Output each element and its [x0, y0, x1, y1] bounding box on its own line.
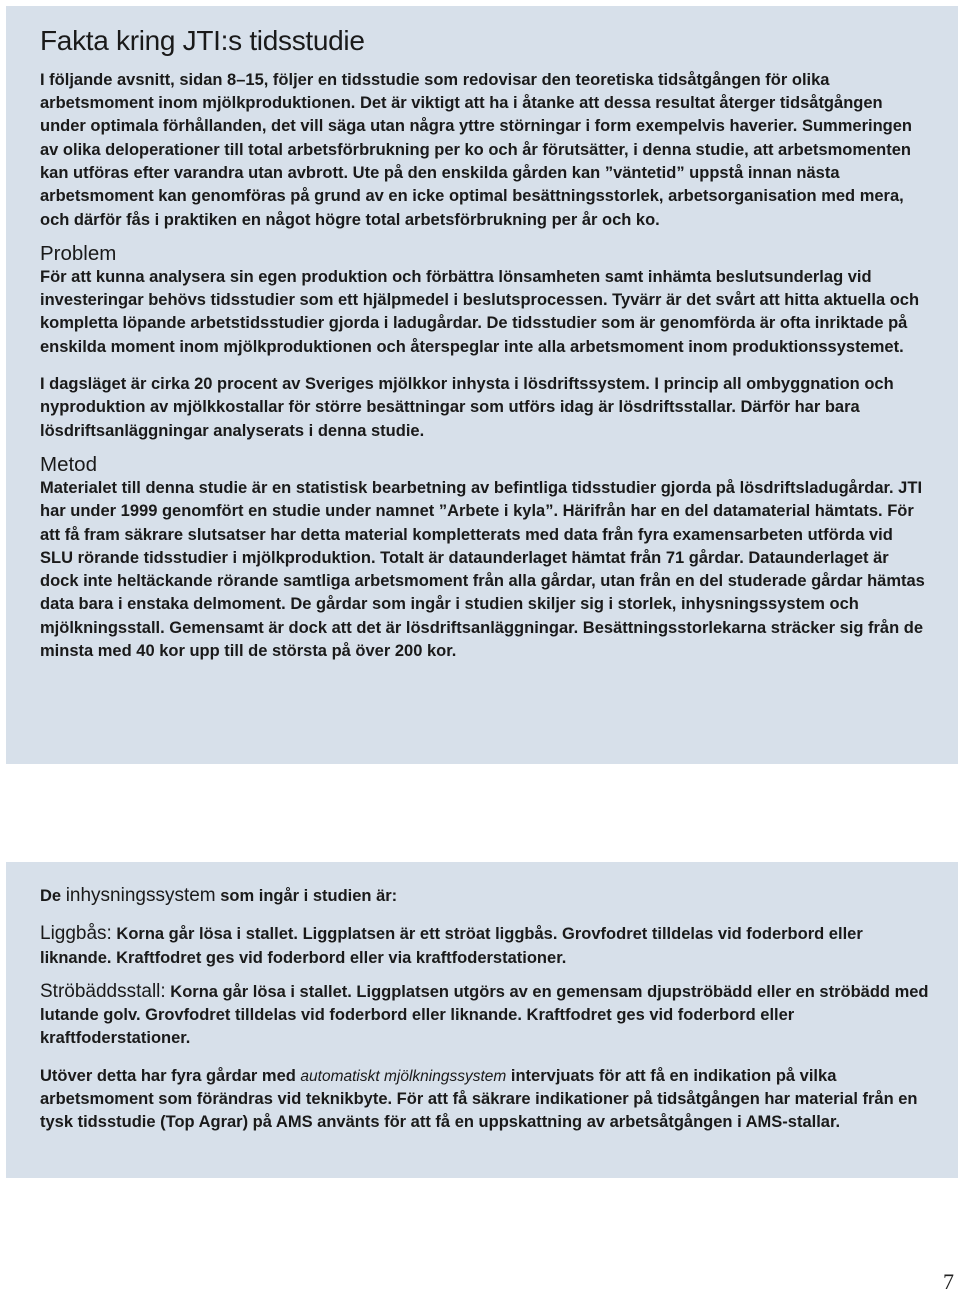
- ams-post: intervjuats för att få en indikation på vilka arbetsmoment som förändras vid teknikbyte. För att få säkrare indikationer på tidsåtgången har material från en tysk tidsstudie (Top Agrar) på AMS använts för att få en uppskattning av arbetsåtgången i AMS-stallar.: [40, 1066, 918, 1132]
- liggbas-paragraph: [40, 922, 930, 970]
- ams-paragraph: [40, 1065, 930, 1135]
- housing-intro: [40, 884, 930, 908]
- intro-paragraph: I följande avsnitt, sidan 8–15, följer en tidsstudie som redovisar den teoretiska tidsåtgången för olika arbetsmoment inom mjölkproduktionen. Det är viktigt att ha i åtanke att dessa resultat återger tidsåtgången under optimala förhållanden, det vill säga utan några yttre störningar i form exempelvis haverier. Summeringen av olika deloperationer till total arbetsförbrukning per ko och år förutsätter, i denna studie, att arbetsmomenten kan utföras efter varandra utan avbrott. Ute på den enskilda gården kan ”väntetid” uppstå innan nästa arbetsmoment kan genomföras på grund av en icke optimal besättningsstorlek, arbetsorganisation med mera, och därför fås i praktiken en något högre total arbetsförbrukning per år och ko.: [40, 70, 912, 229]
- metod-heading: Metod: [40, 452, 97, 476]
- problem-heading: Problem: [40, 241, 117, 265]
- strobadd-text: Korna går lösa i stallet. Liggplatsen utgörs av en gemensam djupströbädd eller en ströbädd med lutande golv. Grovfodret tilldelas vid foderbord eller liknande. Kraftfodret ges vid foderbord eller kraftfoderstationer.: [40, 982, 929, 1048]
- liggbas-text: Korna går lösa i stallet. Liggplatsen är ett ströat liggbås. Grovfodret tilldelas vid foderbord eller liknande. Kraftfodret ges vid foderbord eller via kraftfoderstationer.: [40, 925, 863, 967]
- ams-term: automatiskt mjölkningssystem: [300, 1067, 507, 1085]
- housing-intro-pre: De: [40, 887, 66, 905]
- page-number: 7: [943, 1269, 954, 1294]
- metod-paragraph: Materialet till denna studie är en statistisk bearbetning av befintliga tidsstudier gjorda på lösdriftsladugårdar. JTI har under 1999 genomfört en studie under namnet ”Arbete i kyla”. Härifrån har en del datamaterial hämtats. För att få fram säkrare slutsatser har detta material kompletterats med data från fyra examensarbeten utförda vid SLU rörande tidsstudier i mjölkproduktion. Totalt är dataunderlaget hämtat från 71 gårdar. Dataunderlaget är dock inte heltäckande rörande samtliga arbetsmoment från alla gårdar, utan från en del studerade gårdar hämtas data bara i enstaka delmoment. De gårdar som ingår i studien skiljer sig i storlek, inhysningssystem och mjölkningsstall. Gemensamt är dock att det är lösdriftsanläggningar. Besättningsstorlekarna sträcker sig från de minsta med 40 kor upp till de största på över 200 kor.: [40, 478, 925, 661]
- housing-systems-box: [6, 862, 958, 1178]
- strobadd-paragraph: [40, 980, 930, 1051]
- housing-intro-post: som ingår i studien är:: [215, 887, 398, 905]
- housing-intro-term: inhysningssystem: [65, 885, 216, 906]
- fact-box: [6, 6, 958, 764]
- liggbas-term: Liggbås:: [40, 923, 112, 945]
- fact-box-title: Fakta kring JTI:s tidsstudie: [40, 25, 365, 56]
- problem-paragraph-2: I dagsläget är cirka 20 procent av Sveriges mjölkkor inhysta i lösdriftssystem. I princip all ombyggnation och nyproduktion av mjölkkostallar för större besättningar som utförs idag är lösdriftsstallar. Därför har bara lösdriftsanläggningar analyserats i denna studie.: [40, 375, 894, 440]
- strobadd-term: Ströbäddsstall:: [40, 980, 166, 1002]
- problem-paragraph-1: För att kunna analysera sin egen produktion och förbättra lönsamheten samt inhämta beslutsunderlag vid investeringar behövs tidsstudier som ett hjälpmedel i beslutsprocessen. Tyvärr är det svårt att hitta aktuella och kompletta löpande arbetstidsstudier gjorda i ladugårdar. De tidsstudier som är genomförda är ofta inriktade på enskilda moment inom mjölkproduktionen och återspeglar inte alla arbetsmoment inom produktionssystemet.: [40, 267, 920, 356]
- ams-pre: Utöver detta har fyra gårdar med: [40, 1066, 301, 1085]
